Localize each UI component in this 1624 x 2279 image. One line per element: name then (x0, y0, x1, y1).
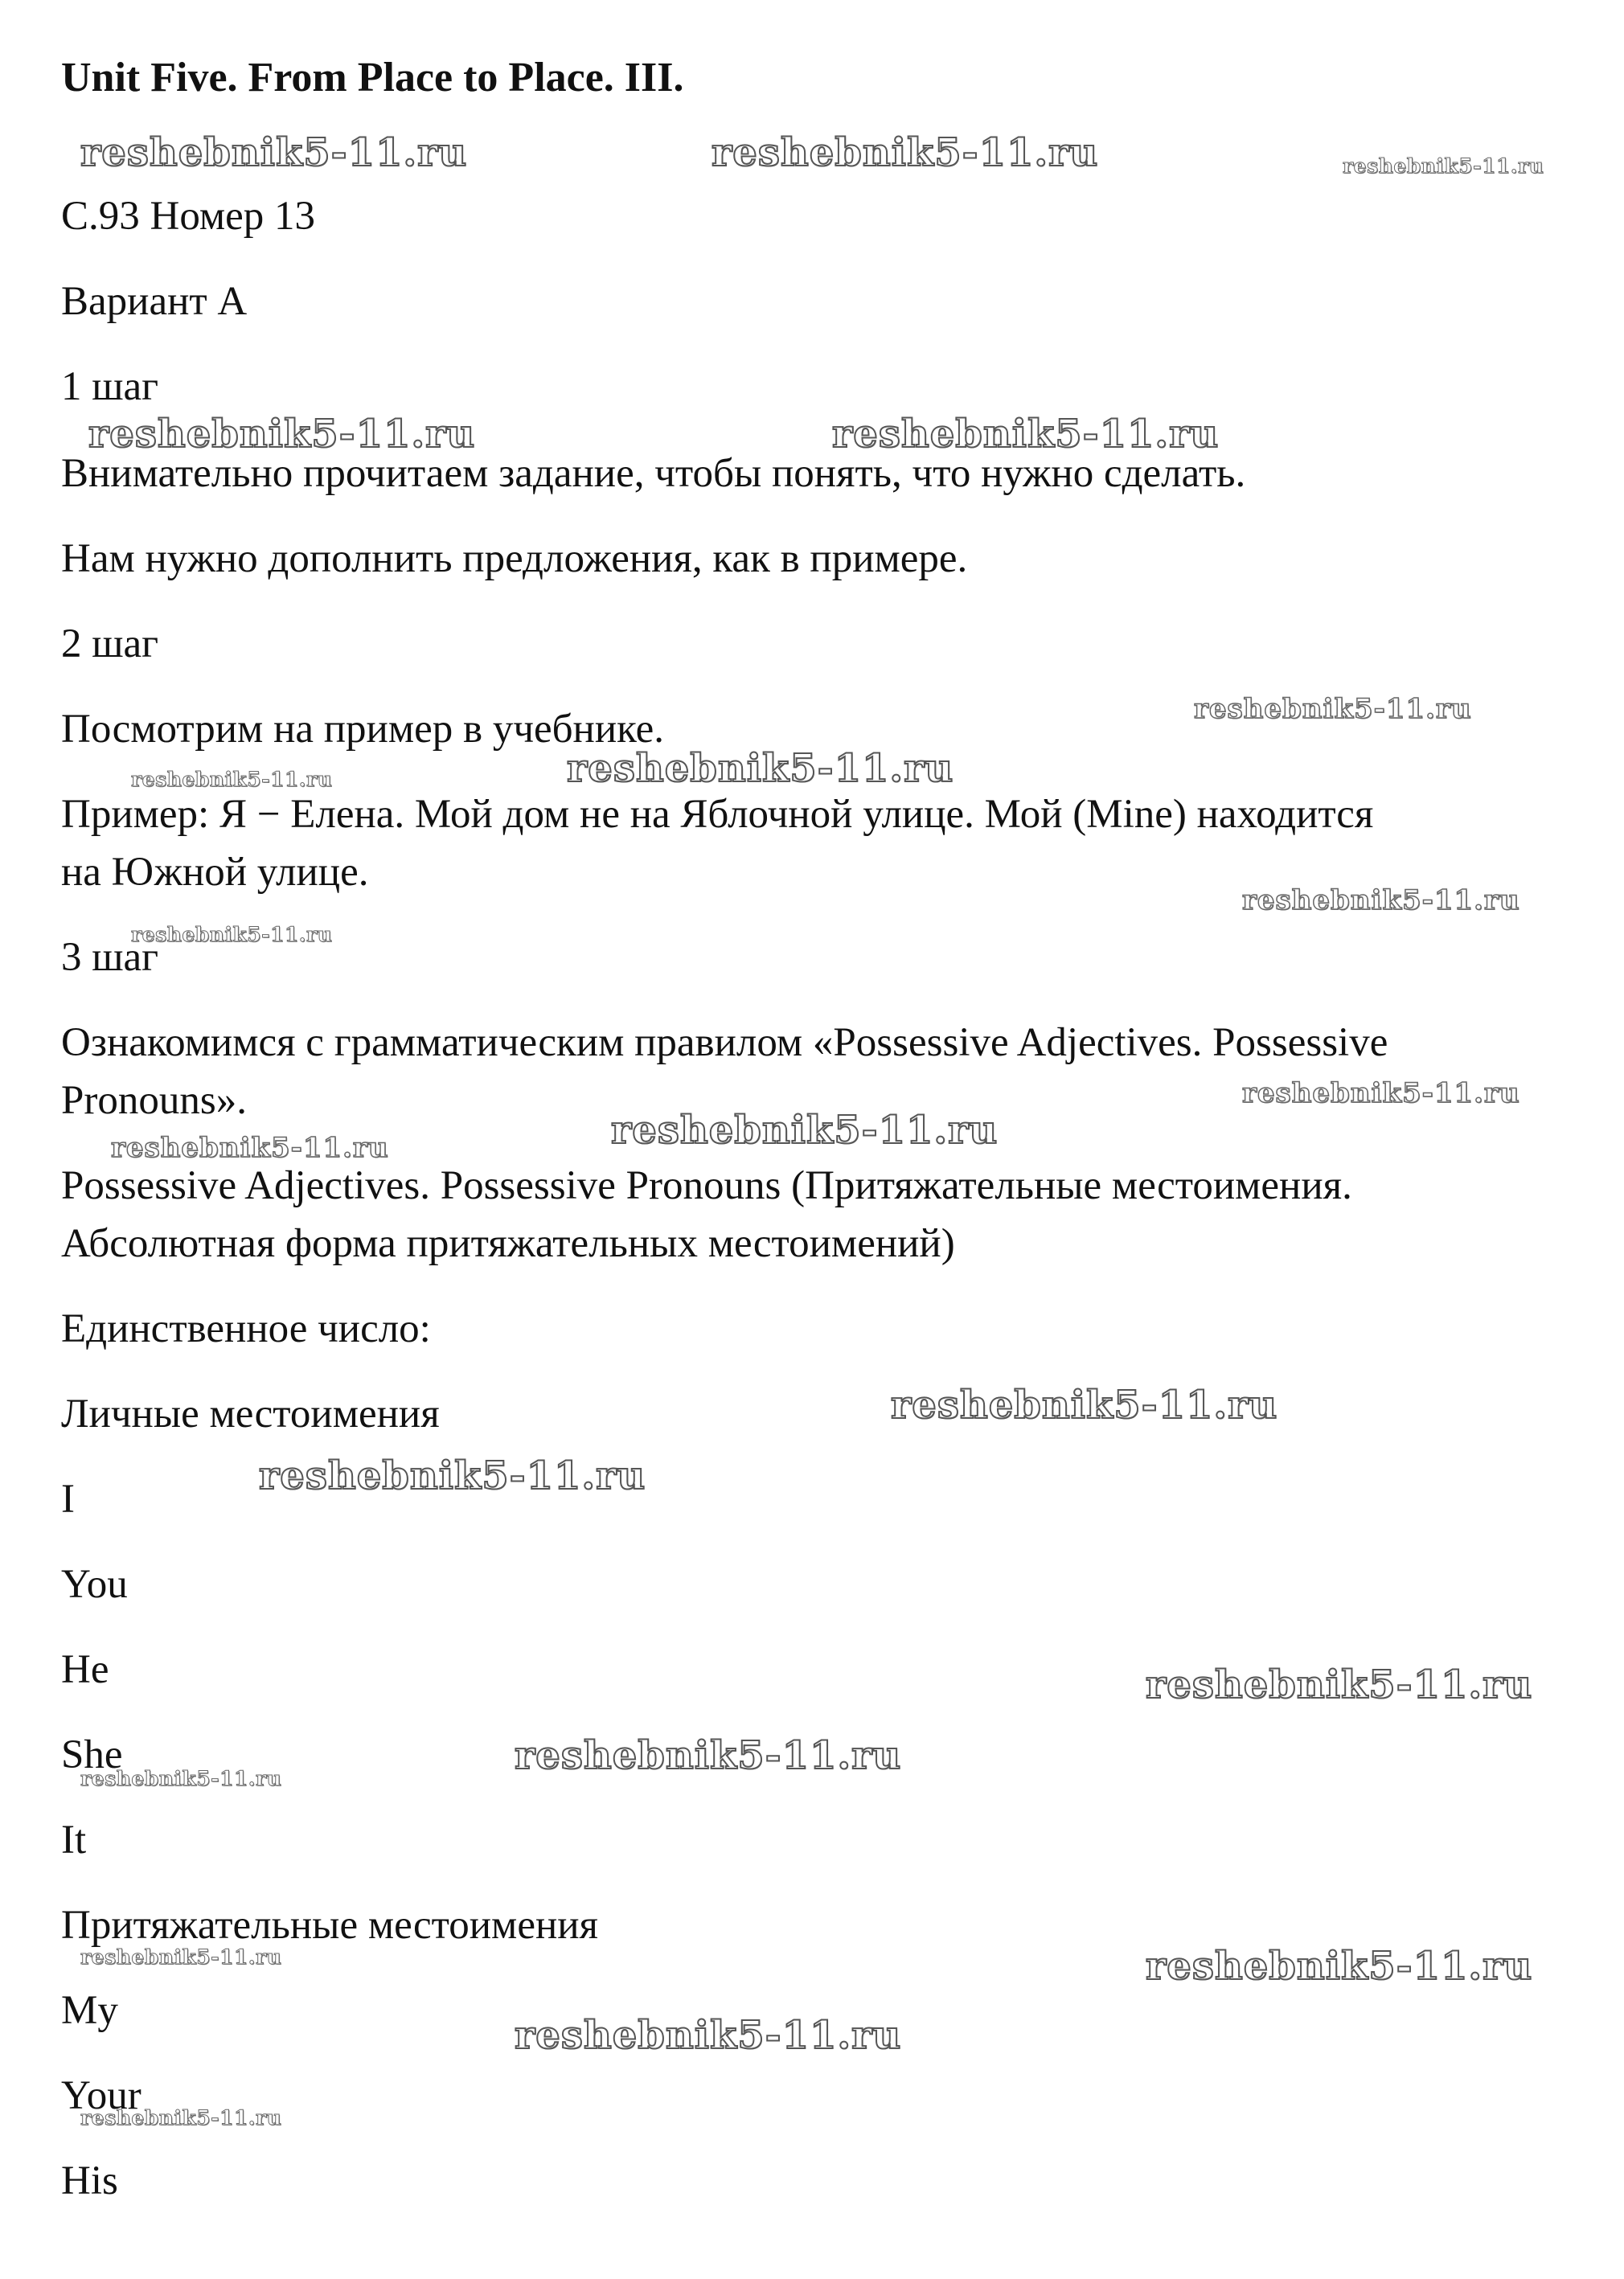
text-line: Внимательно прочитаем задание, чтобы понять, что нужно сделать. (61, 451, 1246, 496)
text-line: 3 шаг (61, 935, 159, 980)
text-line: 2 шаг (61, 621, 159, 666)
watermark: reshebnik5-11.ru (1343, 154, 1544, 178)
text-line: 1 шаг (61, 364, 159, 409)
text-line: He (61, 1647, 109, 1692)
text-line: You (61, 1562, 128, 1607)
text-line: I (61, 1477, 75, 1522)
text-line: His (61, 2158, 118, 2203)
watermark: reshebnik5-11.ru (1194, 693, 1472, 725)
watermark: reshebnik5-11.ru (1146, 1944, 1533, 1989)
text-line: Вариант А (61, 279, 248, 324)
text-line: Pronouns». (61, 1078, 247, 1123)
text-line: на Южной улице. (61, 850, 369, 895)
watermark: reshebnik5-11.ru (567, 746, 954, 791)
text-line: Пример: Я − Елена. Мой дом не на Яблочной улице. Мой (Mine) находится (61, 792, 1374, 837)
text-line: Possessive Adjectives. Possessive Pronouns (Притяжательные местоимения. (61, 1163, 1352, 1208)
watermark: reshebnik5-11.ru (131, 923, 333, 946)
watermark: reshebnik5-11.ru (1242, 1077, 1520, 1109)
watermark: reshebnik5-11.ru (80, 130, 468, 175)
watermark: reshebnik5-11.ru (515, 2013, 902, 2058)
watermark: reshebnik5-11.ru (80, 1945, 282, 1969)
watermark: reshebnik5-11.ru (832, 412, 1220, 457)
watermark: reshebnik5-11.ru (1242, 884, 1520, 916)
watermark: reshebnik5-11.ru (80, 2106, 282, 2129)
watermark: reshebnik5-11.ru (259, 1453, 646, 1498)
text-line: Нам нужно дополнить предложения, как в примере. (61, 536, 968, 581)
watermark: reshebnik5-11.ru (611, 1108, 999, 1153)
watermark: reshebnik5-11.ru (88, 412, 476, 457)
text-line: Абсолютная форма притяжательных местоимений) (61, 1221, 955, 1266)
watermark: reshebnik5-11.ru (712, 130, 1099, 175)
text-line: It (61, 1818, 87, 1863)
text-line: Ознакомимся с грамматическим правилом «Possessive Adjectives. Possessive (61, 1020, 1388, 1065)
watermark: reshebnik5-11.ru (891, 1383, 1278, 1428)
text-line: Притяжательные местоимения (61, 1903, 599, 1948)
text-line: Your (61, 2073, 141, 2118)
text-line: Личные местоимения (61, 1392, 440, 1437)
text-line: С.93 Номер 13 (61, 194, 316, 239)
watermark: reshebnik5-11.ru (131, 768, 333, 791)
text-line: Единственное число: (61, 1306, 431, 1351)
watermark: reshebnik5-11.ru (111, 1132, 389, 1164)
watermark: reshebnik5-11.ru (1146, 1662, 1533, 1707)
text-line: She (61, 1732, 123, 1777)
watermark: reshebnik5-11.ru (80, 1767, 282, 1790)
text-line: My (61, 1988, 118, 2033)
watermark: reshebnik5-11.ru (515, 1733, 902, 1778)
text-line: Посмотрим на пример в учебнике. (61, 707, 665, 752)
document-title: Unit Five. From Place to Place. III. (61, 55, 684, 100)
